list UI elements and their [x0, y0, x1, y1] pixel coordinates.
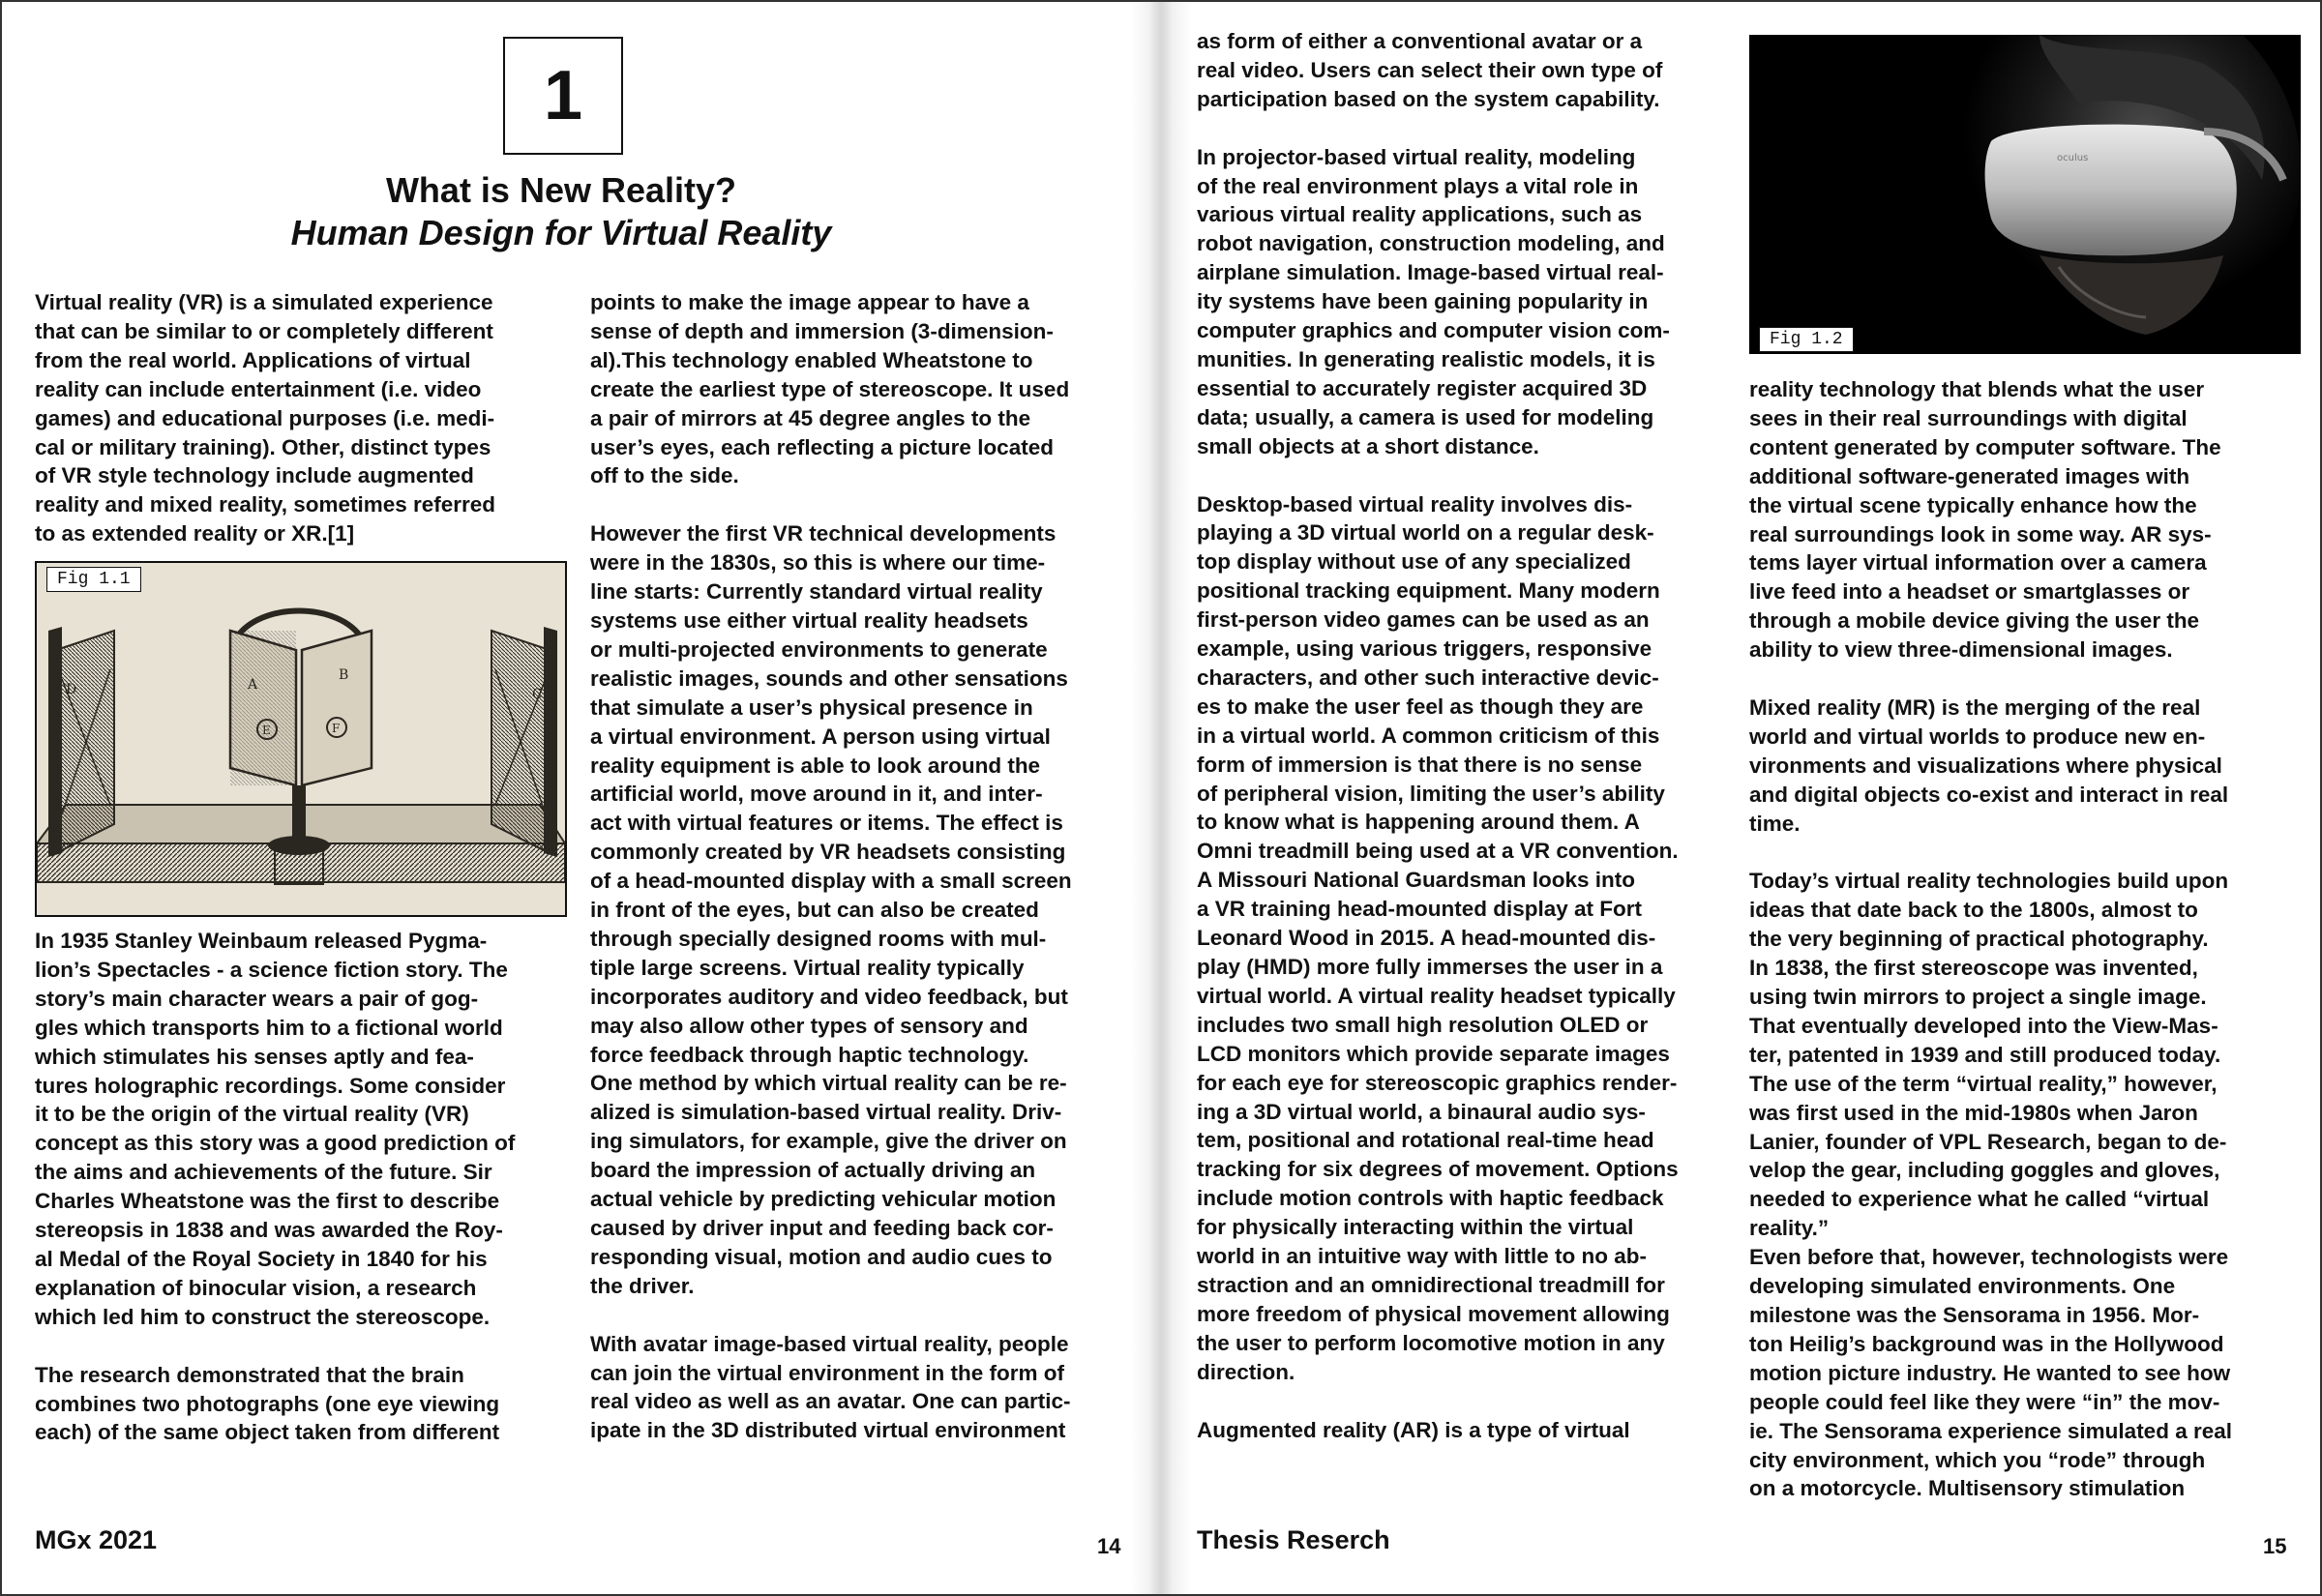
right-col1-text: as form of either a conventional avatar or a real video. Users can select their own type of participation based on the system capability. In projector-based virtual reality, modeling of the real environment plays a vital role in various virtual reality applications, such as robot navigation, construction modeling, and airplane simulation. Image-based virtual real- ity systems have been gaining popularity in computer graphics and computer vision com- munities. In generating realistic models, it is essential to accurately register acquired 3D data; usually, a camera is used for modeling small objects at a short distance. Desktop-based virtual reality involves dis- playing a 3D virtual world on a regular desk- top display without use of any specialized positional tracking equipment. Many modern first-person video games can be used as an example, using various triggers, responsive characters, and other such interactive devic- es to make the user feel as though they are in a virtual world. A common criticism of this form of immersion is that there is no sense of peripheral vision, limiting the user’s ability to know what is happening around them. A Omni treadmill being used at a VR convention. A Missouri National Guardsman looks into a VR training head-mounted display at Fort Leonard Wood in 2015. A head-mounted dis- play (HMD) more fully immerses the user in a virtual world. A virtual reality headset typically includes two small high resolution OLED or LCD monitors which provide separate images for each eye for stereoscopic graphics render- ing a 3D virtual world, a binaural audio sys- tem, positional and rotational real-time head tracking for six degrees of movement. Options include motion controls with haptic feedback for physically interacting within the virtual world in an intuitive way with little to no ab- straction and an omnidirectional treadmill for more freedom of physical movement allowing the user to perform locomotive motion in any direction. Augmented reality (AR) is a type of virtual: [1197, 29, 1679, 1442]
left-col1-bottom-text: In 1935 Stanley Weinbaum released Pygma- lion’s Spectacles - a science fiction story. The story’s main character wears a pair of gog- gles which transports him to a fictional world which stimulates his senses aptly and fea- tures holographic recordings. Some consider it to be the origin of the virtual reality (VR) concept as this story was a good prediction of the aims and achievements of the future. Sir Charles Wheatstone was the first to describe stereopsis in 1838 and was awarded the Roy- al Medal of the Royal Society in 1840 for his explanation of binocular vision, a research which led him to construct the stereoscope. The research demonstrated that the brain combines two photographs (one eye viewing each) of the same object taken from different: [35, 929, 516, 1445]
chapter-number-box: [503, 37, 623, 155]
svg-text:oculus: oculus: [2057, 153, 2089, 163]
page-subtitle: Human Design for Virtual Reality: [290, 213, 832, 252]
page-title: What is New Reality?: [385, 170, 737, 210]
stereoscope-illustration: [37, 563, 565, 915]
chapter-number: 1: [543, 57, 583, 134]
figure-1-1-label: Fig 1.1: [46, 567, 141, 592]
left-page: [0, 0, 1159, 1596]
left-col1-top-text: Virtual reality (VR) is a simulated experience that can be similar to or completely different from the real world. Applications of virtual reality can include entertainment (i.e. video games) and educational purposes (i.e. medi- cal or military training). Other, distinct types of VR style technology include augmented reality and mixed reality, sometimes referred to as extended reality or XR.[1]: [35, 290, 496, 547]
svg-text:F: F: [332, 722, 341, 735]
left-footer: MGx 2021: [35, 1525, 158, 1554]
svg-text:C: C: [532, 687, 543, 702]
svg-text:D: D: [66, 682, 77, 697]
book-gutter: [1130, 0, 1192, 1596]
figure-1-2-vr-headset-photo: [1749, 35, 2301, 354]
right-page: [1159, 0, 2322, 1596]
right-page-number: 15: [2263, 1534, 2287, 1558]
right-col2-text: reality technology that blends what the user sees in their real surroundings with digital content generated by computer software. The additional software-generated images with the virtual scene typically enhance how the real surroundings look in some way. AR sys- tems layer virtual information over a camera live feed into a headset or smartglasses or through a mobile device giving the user the ability to view three-dimensional images. Mixed reality (MR) is the merging of the real world and virtual worlds to produce new en- vironments and visualizations where physical and digital objects co-exist and interact in real time. Today’s virtual reality technologies build upon ideas that date back to the 1800s, almost to the very beginning of practical photography. In 1838, the first stereoscope was invented, using twin mirrors to project a single image. That eventually developed into the View-Mas- ter, patented in 1939 and still produced today. The use of the term “virtual reality,” however, was first used in the mid-1980s when Jaron Lanier, founder of VPL Research, began to de- velop the gear, including goggles and gloves, needed to experience what he called “virtual reality.” Even before that, however, technologists were developing simulated environments. One milestone was the Sensorama in 1956. Mor- ton Heilig’s background was in the Hollywood motion picture industry. He wanted to see how people could feel like they were “in” the mov- ie. The Sensorama experience simulated a real city environment, which you “rode” through on a motorcycle. Multisensory stimulation: [1749, 377, 2232, 1501]
left-page-number: 14: [1097, 1534, 1121, 1558]
right-footer: Thesis Reserch: [1197, 1525, 1390, 1554]
left-col2-text: points to make the image appear to have a sense of depth and immersion (3-dimension- al).This technology enabled Wheatstone to create the earliest type of stereoscope. It used a pair of mirrors at 45 degree angles to the user’s eyes, each reflecting a picture located off to the side. However the first VR technical developments were in the 1830s, so this is where our time- line starts: Currently standard virtual reality systems use either virtual reality headsets or multi-projected environments to generate realistic images, sounds and other sensations that simulate a user’s physical presence in a virtual environment. A person using virtual reality equipment is able to look around the artificial world, move around in it, and inter- act with virtual features or items. The effect is commonly created by VR headsets consisting of a head-mounted display with a small screen in front of the eyes, but can also be created through specially designed rooms with mul- tiple large screens. Virtual reality typically incorporates auditory and video feedback, but may also allow other types of sensory and force feedback through haptic technology. One method by which virtual reality can be re- alized is simulation-based virtual reality. Driv- ing simulators, for example, give the driver on board the impression of actually driving an actual vehicle by predicting vehicular motion caused by driver input and feeding back cor- responding visual, motion and audio cues to the driver. With avatar image-based virtual reality, people can join the virtual environment in the form of real video as well as an avatar. One can partic- ipate in the 3D distributed virtual environment: [590, 290, 1072, 1443]
svg-text:B: B: [339, 667, 349, 683]
vr-headset-photo: [1749, 35, 2301, 354]
figure-1-1-stereoscope: [35, 561, 567, 917]
svg-text:E: E: [262, 724, 271, 737]
svg-text:A: A: [248, 677, 258, 693]
figure-1-2-label: Fig 1.2: [1759, 327, 1854, 352]
